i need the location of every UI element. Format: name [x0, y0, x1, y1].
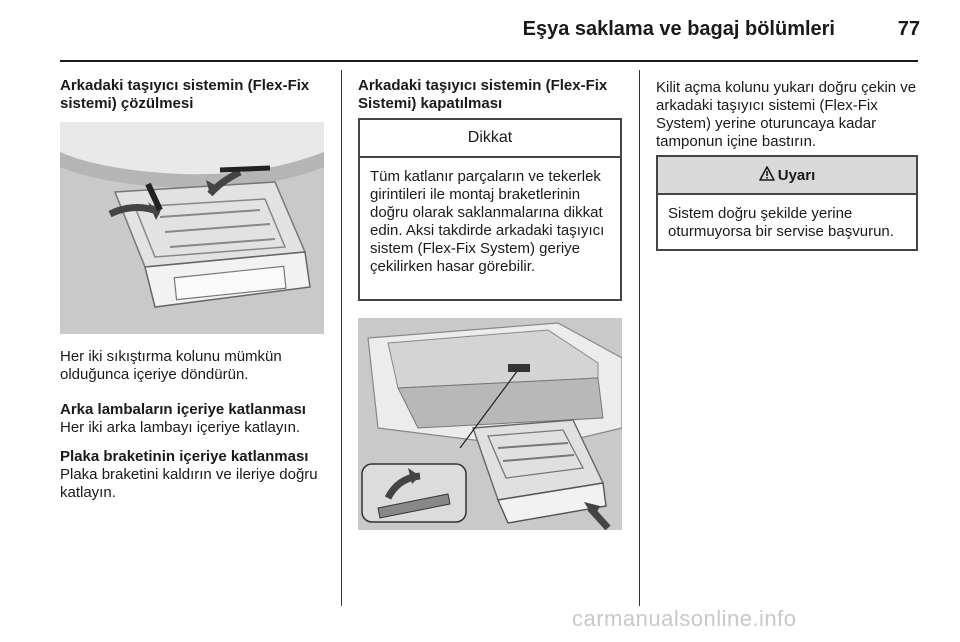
page-header-title: Eşya saklama ve bagaj bölümleri [522, 18, 835, 40]
section-heading-unlock: Arkadaki taşıyıcı sistemin (Flex-Fix sistemi) çözülmesi [60, 77, 310, 112]
section-heading-plate-bracket: Plaka braketinin içeriye katlanması [60, 448, 309, 465]
warning-header [658, 157, 916, 195]
notice-box [358, 118, 622, 301]
warning-triangle-icon [759, 166, 775, 185]
column-divider-1 [341, 70, 342, 606]
warning-box [656, 155, 918, 251]
instruction-fold-plate-bracket: Plaka braketini kaldırın ve ileriye doğru katlayın. [60, 466, 318, 501]
warning-title: Uyarı [777, 166, 816, 184]
column-divider-2 [639, 70, 640, 606]
illustration-flexfix-close [358, 318, 622, 530]
page-number: 77 [897, 18, 920, 40]
header-rule [60, 60, 918, 62]
instruction-pull-lever: Kilit açma kolunu yukarı doğru çekin ve arkadaki taşıyıcı sistemi (Flex-Fix System) yerine oturuncaya kadar tamponun içine bastırın. [656, 79, 917, 150]
section-heading-close: Arkadaki taşıyıcı sistemin (Flex-Fix Sistemi) kapatılması [358, 77, 608, 112]
instruction-fold-tail-lights: Her iki arka lambayı içeriye katlayın. [60, 419, 301, 436]
notice-title: Dikkat [360, 120, 620, 158]
warning-text: Sistem doğru şekilde yerine oturmuyorsa bir servise başvurun. [668, 205, 894, 240]
watermark: carmanualsonline.info [572, 606, 797, 631]
instruction-rotate-levers: Her iki sıkıştırma kolunu mümkün olduğunca içeriye döndürün. [60, 348, 282, 383]
section-heading-tail-lights: Arka lambaların içeriye katlanması [60, 401, 306, 418]
illustration-flexfix-unlock [60, 122, 324, 334]
notice-text: Tüm katlanır parçaların ve tekerlek girintileri ile montaj braketlerinin doğru olarak saklanmalarına dikkat edin. Aksi takdirde arkadaki taşıyıcı sistem (Flex-Fix System) geriye çekilirken hasar görebilir. [370, 168, 605, 275]
